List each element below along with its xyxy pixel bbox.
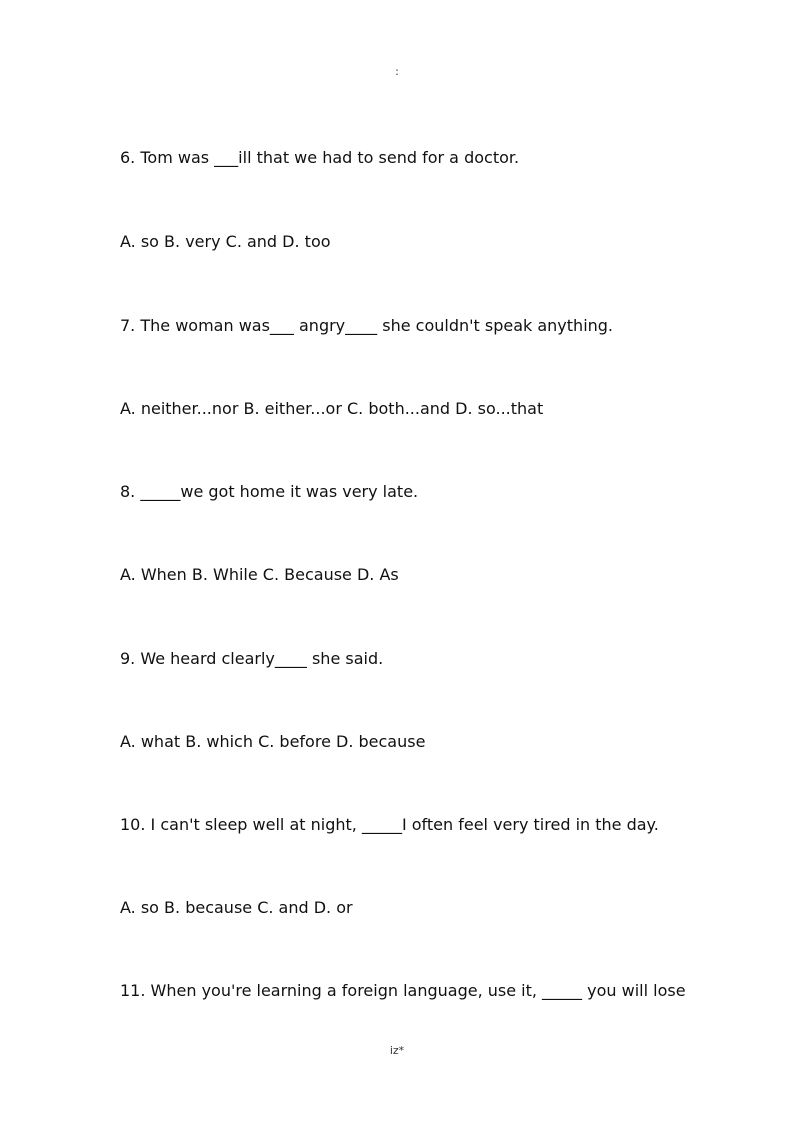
options-7: A. neither...nor B. either...or C. both...and D. so...that xyxy=(120,399,544,418)
header-mark: : xyxy=(395,65,399,78)
options-9: A. what B. which C. before D. because xyxy=(120,732,426,751)
footer-mark: iz* xyxy=(389,1044,405,1057)
question-11: 11. When you're learning a foreign language, use it, _____ you will lose xyxy=(120,981,686,1000)
question-9: 9. We heard clearly____ she said. xyxy=(120,649,384,668)
options-6: A. so B. very C. and D. too xyxy=(120,232,331,251)
question-10: 10. I can't sleep well at night, _____I often feel very tired in the day. xyxy=(120,815,659,834)
options-10: A. so B. because C. and D. or xyxy=(120,898,353,917)
question-7: 7. The woman was___ angry____ she couldn't speak anything. xyxy=(120,316,614,335)
question-8: 8. _____we got home it was very late. xyxy=(120,482,419,501)
question-6: 6. Tom was ___ill that we had to send for a doctor. xyxy=(120,148,520,167)
options-8: A. When B. While C. Because D. As xyxy=(120,565,399,584)
